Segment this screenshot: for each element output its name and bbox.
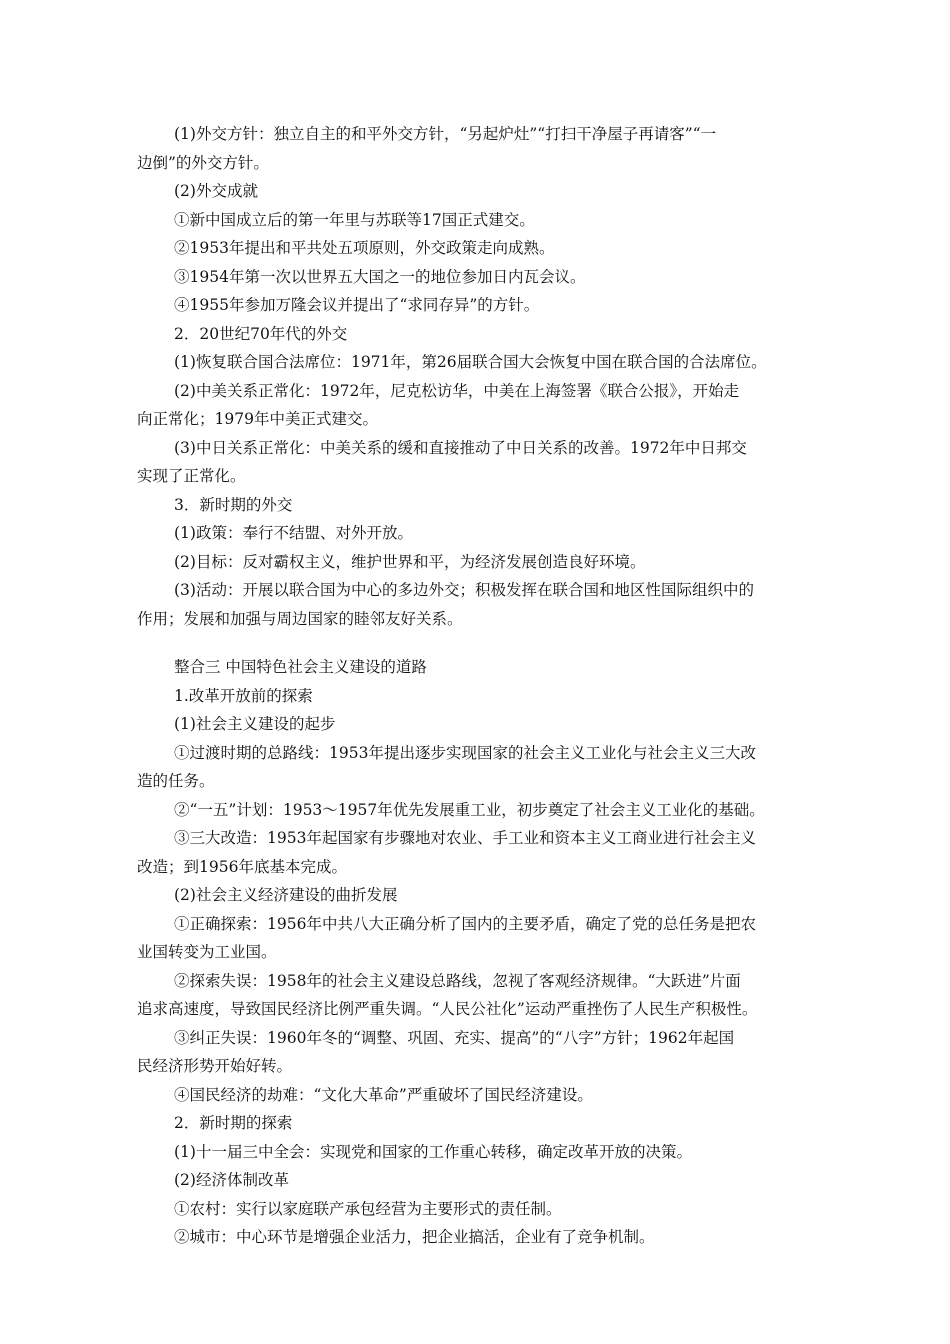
text-line: 追求高速度，导致国民经济比例严重失调。“人民公社化”运动严重挫伤了人民生产积极性。 bbox=[137, 1000, 758, 1018]
paragraph-gap bbox=[137, 633, 817, 653]
text-line: ②1953年提出和平共处五项原则，外交政策走向成熟。 bbox=[174, 239, 555, 257]
text-line: ②“一五”计划：1953～1957年优先发展重工业，初步奠定了社会主义工业化的基础。 bbox=[174, 800, 765, 819]
text-line: (1)外交方针：独立自主的和平外交方针，“另起炉灶”“打扫干净屋子再请客”“一 bbox=[174, 125, 717, 143]
text-line: (2)社会主义经济建设的曲折发展 bbox=[174, 886, 398, 904]
text-line: 整合三 中国特色社会主义建设的道路 bbox=[174, 658, 427, 676]
text-line: (2)中美关系正常化：1972年，尼克松访华，中美在上海签署《联合公报》，开始走 bbox=[174, 381, 740, 400]
text-line: 改造；到1956年底基本完成。 bbox=[137, 857, 347, 876]
text-line: 1.改革开放前的探索 bbox=[174, 686, 313, 705]
text-line: 向正常化；1979年中美正式建交。 bbox=[137, 410, 378, 428]
text-line: 实现了正常化。 bbox=[137, 467, 246, 485]
text-line: ④国民经济的劫难：“文化大革命”严重破坏了国民经济建设。 bbox=[174, 1085, 593, 1104]
text-line: ④1955年参加万隆会议并提出了“求同存异”的方针。 bbox=[174, 296, 540, 314]
text-line: ①过渡时期的总路线：1953年提出逐步实现国家的社会主义工业化与社会主义三大改 bbox=[174, 743, 756, 762]
text-line: ①新中国成立后的第一年里与苏联等17国正式建交。 bbox=[174, 210, 535, 229]
text-line: 民经济形势开始好转。 bbox=[137, 1057, 293, 1075]
text-line: (1)社会主义建设的起步 bbox=[174, 715, 336, 733]
text-line: (2)外交成就 bbox=[174, 182, 258, 200]
text-line: 2．新时期的探索 bbox=[174, 1114, 293, 1132]
text-line: 业国转变为工业国。 bbox=[137, 943, 277, 961]
text-line: (1)政策：奉行不结盟、对外开放。 bbox=[174, 524, 413, 542]
text-line: (2)经济体制改革 bbox=[174, 1171, 289, 1189]
document-body bbox=[137, 120, 817, 1252]
text-line: 作用；发展和加强与周边国家的睦邻友好关系。 bbox=[137, 609, 463, 628]
text-line: ②探索失误：1958年的社会主义建设总路线，忽视了客观经济规律。“大跃进”片面 bbox=[174, 971, 741, 990]
text-line: ②城市：中心环节是增强企业活力，把企业搞活，企业有了竞争机制。 bbox=[174, 1228, 655, 1246]
text-line: (3)中日关系正常化：中美关系的缓和直接推动了中日关系的改善。1972年中日邦交 bbox=[174, 438, 747, 457]
text-line: 3．新时期的外交 bbox=[174, 495, 293, 514]
text-line: ③纠正失误：1960年冬的“调整、巩固、充实、提高”的“八字”方针；1962年起国 bbox=[174, 1028, 735, 1047]
text-line: (2)目标：反对霸权主义，维护世界和平，为经济发展创造良好环境。 bbox=[174, 552, 646, 571]
text-line: 边倒”的外交方针。 bbox=[137, 153, 269, 172]
text-line: (3)活动：开展以联合国为中心的多边外交；积极发挥在联合国和地区性国际组织中的 bbox=[174, 581, 754, 599]
text-line: ①正确探索：1956年中共八大正确分析了国内的主要矛盾，确定了党的总任务是把农 bbox=[174, 914, 756, 933]
text-line: (1)十一届三中全会：实现党和国家的工作重心转移，确定改革开放的决策。 bbox=[174, 1142, 692, 1161]
text-line: (1)恢复联合国合法席位：1971年，第26届联合国大会恢复中国在联合国的合法席位。 bbox=[174, 353, 767, 371]
text-line: 造的任务。 bbox=[137, 772, 215, 790]
text-line: ③三大改造：1953年起国家有步骤地对农业、手工业和资本主义工商业进行社会主义 bbox=[174, 829, 756, 847]
text-line: ①农村：实行以家庭联产承包经营为主要形式的责任制。 bbox=[174, 1199, 562, 1218]
text-line: 2．20世纪70年代的外交 bbox=[174, 324, 348, 343]
text-line: ③1954年第一次以世界五大国之一的地位参加日内瓦会议。 bbox=[174, 267, 586, 286]
